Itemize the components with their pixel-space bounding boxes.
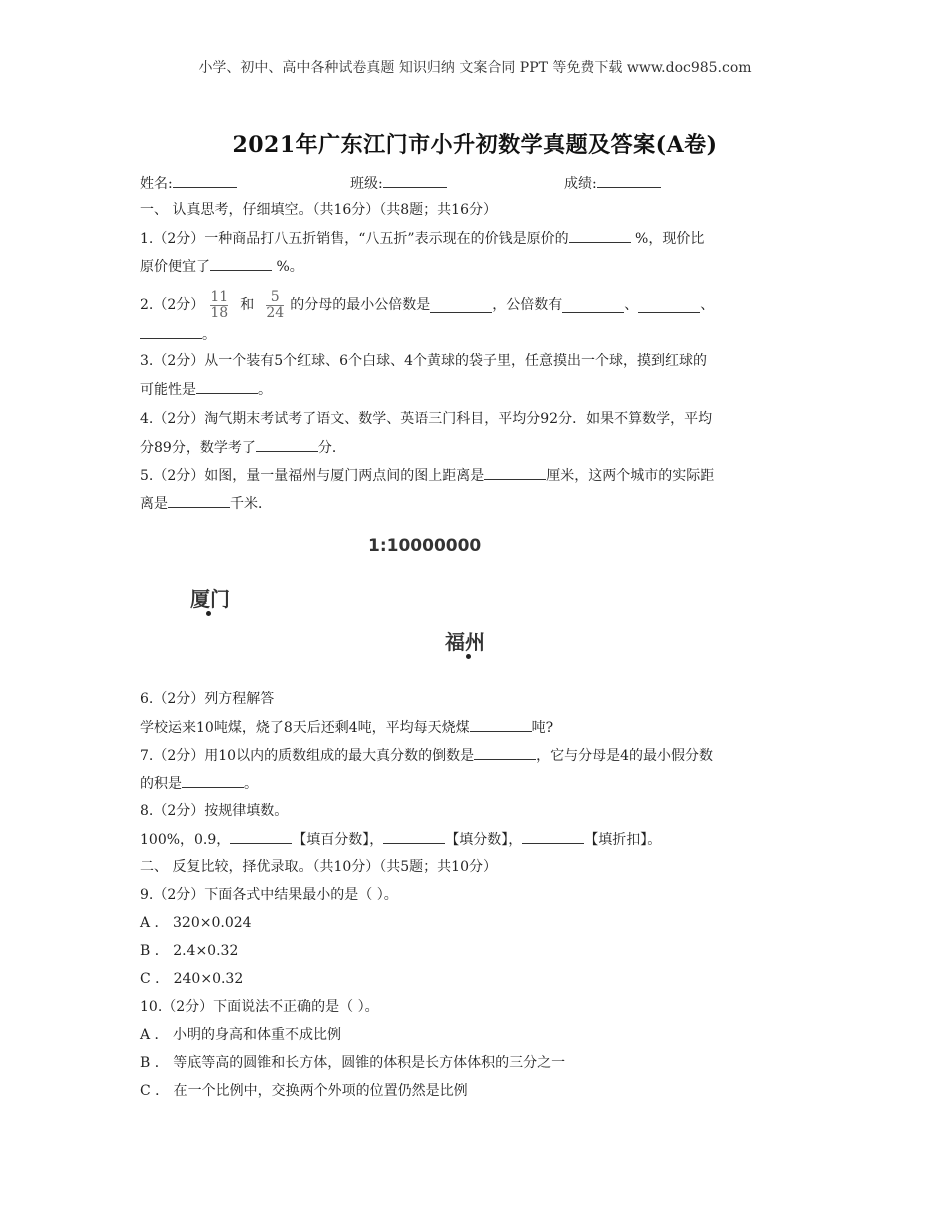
answer-blank[interactable] bbox=[569, 228, 631, 243]
question-5-line-2: 离是 千米． bbox=[140, 493, 272, 514]
question-7-line-1: 7.（2分）用10以内的质数组成的最大真分数的倒数是 ，它与分母是4的最小假分数 bbox=[140, 745, 713, 766]
answer-blank[interactable] bbox=[484, 465, 546, 480]
map-scale-label: 1:10000000 bbox=[368, 536, 482, 556]
answer-blank[interactable] bbox=[470, 717, 532, 732]
page-title: 2021年广东江门市小升初数学真题及答案(A卷) bbox=[232, 132, 718, 158]
class-blank[interactable] bbox=[383, 173, 447, 188]
question-8-line-2: 100%，0.9， 【填百分数】， 【填分数】， 【填折扣】。 bbox=[140, 829, 661, 850]
question-1-line-1: 1.（2分）一种商品打八五折销售，“八五折”表示现在的价钱是原价的 %，现价比 bbox=[140, 228, 704, 249]
answer-blank[interactable] bbox=[383, 829, 445, 844]
question-4-line-2: 分89分，数学考了 分． bbox=[140, 437, 346, 458]
answer-blank[interactable] bbox=[182, 773, 244, 788]
question-10-option-c[interactable]: C ． 在一个比例中，交换两个外项的位置仍然是比例 bbox=[140, 1083, 468, 1099]
city-label-fuzhou: 福州 bbox=[445, 630, 485, 654]
answer-blank[interactable] bbox=[168, 493, 230, 508]
question-4-line-1: 4.（2分）淘气期末考试考了语文、数学、英语三门科目，平均分92分．如果不算数学，平均 bbox=[140, 411, 713, 427]
question-1-line-2: 原价便宜了 %。 bbox=[140, 256, 304, 277]
class-field: 班级: bbox=[350, 173, 447, 194]
name-blank[interactable] bbox=[173, 173, 237, 188]
question-9-stem: 9.（2分）下面各式中结果最小的是（ ）。 bbox=[140, 887, 398, 903]
question-3-line-2: 可能性是 。 bbox=[140, 379, 272, 400]
question-5-line-1: 5.（2分）如图，量一量福州与厦门两点间的图上距离是 厘米，这两个城市的实际距 bbox=[140, 465, 714, 486]
question-10-stem: 10.（2分）下面说法不正确的是（ ）。 bbox=[140, 999, 379, 1015]
question-7-line-2: 的积是 。 bbox=[140, 773, 258, 794]
score-blank[interactable] bbox=[597, 173, 661, 188]
answer-blank[interactable] bbox=[562, 298, 624, 313]
question-6-line-1: 6.（2分）列方程解答 bbox=[140, 691, 275, 707]
question-9-option-a[interactable]: A ． 320×0.024 bbox=[140, 915, 252, 931]
answer-blank[interactable] bbox=[474, 745, 536, 760]
question-2-line-1: 2.（2分） $\frac{11}{18}$ 和 $\frac{5}{24}$ 的分母的最小公倍数是 ，公倍数有 、 、 bbox=[140, 288, 715, 321]
question-8-line-1: 8.（2分）按规律填数。 bbox=[140, 803, 289, 819]
question-9-option-b[interactable]: B ． 2.4×0.32 bbox=[140, 943, 239, 959]
question-3-line-1: 3.（2分）从一个装有5个红球、6个白球、4个黄球的袋子里，任意摸出一个球，摸到红球的 bbox=[140, 353, 707, 369]
answer-blank[interactable] bbox=[140, 324, 202, 339]
city-dot-xiamen bbox=[206, 611, 211, 616]
section-1-heading: 一、 认真思考，仔细填空。（共16分）（共8题；共16分） bbox=[140, 202, 497, 218]
question-6-line-2: 学校运来10吨煤，烧了8天后还剩4吨，平均每天烧煤 吨? bbox=[140, 717, 553, 738]
fraction-11-18: $\frac{11}{18}$ bbox=[210, 288, 229, 321]
question-10-option-a[interactable]: A ． 小明的身高和体重不成比例 bbox=[140, 1027, 342, 1043]
question-2-line-2: 。 bbox=[140, 324, 216, 345]
fraction-5-24: $\frac{5}{24}$ bbox=[266, 288, 285, 321]
answer-blank[interactable] bbox=[230, 829, 292, 844]
question-10-option-b[interactable]: B ． 等底等高的圆锥和长方体，圆锥的体积是长方体体积的三分之一 bbox=[140, 1055, 566, 1071]
answer-blank[interactable] bbox=[638, 298, 700, 313]
name-field: 姓名: bbox=[140, 173, 237, 194]
site-header: 小学、初中、高中各种试卷真题 知识归纳 文案合同 PPT 等免费下载 www.doc985.com bbox=[198, 60, 752, 76]
answer-blank[interactable] bbox=[522, 829, 584, 844]
question-9-option-c[interactable]: C ． 240×0.32 bbox=[140, 971, 244, 987]
section-2-heading: 二、 反复比较，择优录取。（共10分）（共5题；共10分） bbox=[140, 859, 497, 875]
answer-blank[interactable] bbox=[210, 256, 272, 271]
answer-blank[interactable] bbox=[256, 437, 318, 452]
score-field: 成绩: bbox=[564, 173, 661, 194]
city-dot-fuzhou bbox=[466, 654, 471, 659]
answer-blank[interactable] bbox=[430, 298, 492, 313]
city-label-xiamen: 厦门 bbox=[190, 587, 230, 611]
answer-blank[interactable] bbox=[196, 379, 258, 394]
